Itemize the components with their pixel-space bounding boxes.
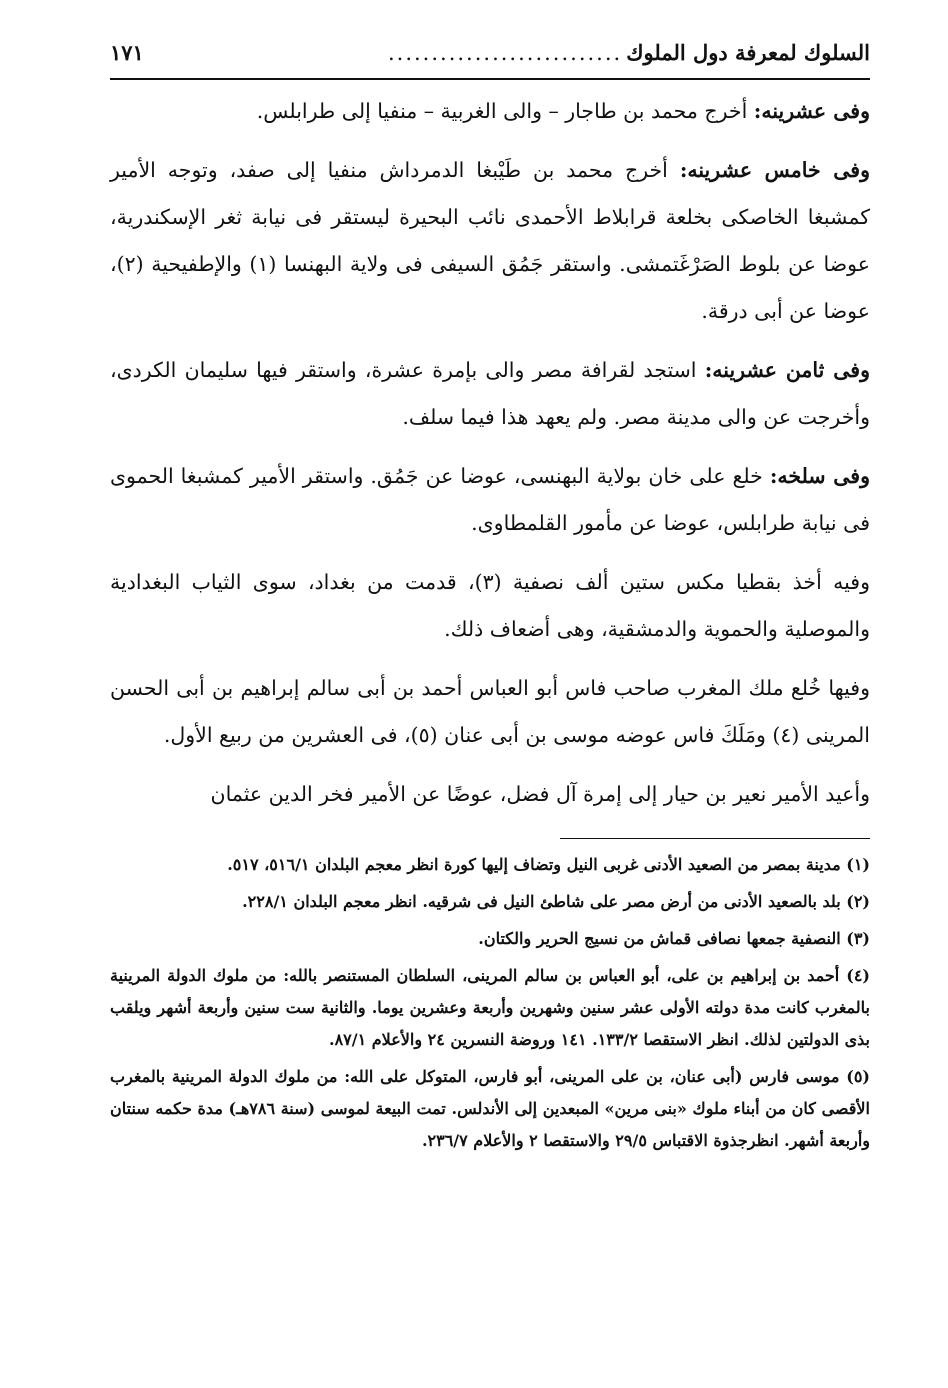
paragraph-text: أخرج محمد بن طَيْبغا الدمرداش منفيا إلى صفد، وتوجه الأمير كمشبغا الخاصكى بخلعة قرابلاط الأحمدى نائب البحيرة ليستقر فى نيابة ثغر الإسكندرية، عوضا عن بلوط الصَرْغَتمشى. واستقر جَمُق السيفى فى ولاية البهنسا (١) والإطفيحية (٢)، عوضا عن أبى درقة. — [110, 158, 870, 323]
paragraph — [110, 88, 870, 135]
footnote: (٥) موسى فارس (أبى عنان، بن على المرينى، أبو فارس، المتوكل على الله: من ملوك الدولة المرينية بالمغرب الأقصى كان من أبناء ملوك «بنى مرين» المبعدين إلى الأندلس. تمت البيعة لموسى (سنة ٧٨٦هـ) مدة حكمه سنتان وأربعة أشهر. انظرجذوة الاقتباس ٢٩/٥ والاستقصا ٢ والأعلام ٢٣٦/٧. — [110, 1067, 871, 1150]
paragraph-text: خلع على خان بولاية البهنسى، عوضا عن جَمُق. واستقر الأمير كمشبغا الحموى فى نيابة طرابلس، عوضا عن مأمور القلمطاوى. — [110, 464, 870, 535]
paragraph-text: أخرج محمد بن طاجار – والى الغربية – منفيا إلى طرابلس. — [256, 99, 754, 123]
paragraph — [110, 771, 870, 818]
paragraph-lead: وفى ثامن عشرينه: — [704, 358, 870, 382]
main-text — [110, 88, 870, 818]
footnotes — [110, 849, 870, 1157]
paragraph — [110, 665, 870, 759]
header-dots: ........................... — [387, 41, 623, 65]
paragraph — [110, 347, 870, 441]
paragraph — [110, 559, 870, 653]
paragraph — [110, 147, 870, 335]
paragraph-text: وأعيد الأمير نعير بن حيار إلى إمرة آل فضل، عوضًا عن الأمير فخر الدين عثمان — [210, 782, 870, 806]
paragraph-lead: وفى خامس عشرينه: — [679, 158, 870, 182]
paragraph — [110, 453, 870, 547]
footnote: (١) مدينة بمصر من الصعيد الأدنى غربى النيل وتضاف إليها كورة انظر معجم البلدان ٥١٦/١، ٥١٧. — [227, 855, 870, 874]
footnote-separator — [560, 838, 870, 839]
book-page — [110, 40, 870, 1360]
footnote: (٤) أحمد بن إبراهيم بن على، أبو العباس بن سالم المرينى، السلطان المستنصر بالله: من ملوك الدولة المرينية بالمغرب كانت مدة دولته الأولى عشر سنين وشهرين وأربعة وعشرين يوما. والثانية ست سنين وأربعة أشهر ويلقب بذى الدولتين لذلك. انظر الاستقصا ١٣٣/٢. ١٤١ وروضة النسرين ٢٤ والأعلام ٨٧/١. — [110, 966, 870, 1049]
page-number: ١٧١ — [110, 40, 144, 65]
paragraph-lead: وفى عشرينه: — [753, 99, 870, 123]
book-title: السلوك لمعرفة دول الملوك — [626, 40, 870, 65]
paragraph-text: وفيه أخذ بقطيا مكس ستين ألف نصفية (٣)، قدمت من بغداد، سوى الثياب البغدادية والموصلية والحموية والدمشقية، وهى أضعاف ذلك. — [110, 570, 870, 641]
paragraph-text: استجد لقرافة مصر والى بإمرة عشرة، واستقر فيها سليمان الكردى، وأخرجت عن والى مدينة مصر. ولم يعهد هذا فيما سلف. — [110, 358, 870, 429]
paragraph-lead: وفى سلخه: — [769, 464, 870, 488]
footnote: (٢) بلد بالصعيد الأدنى من أرض مصر على شاطئ النيل فى شرقيه. انظر معجم البلدان ٢٢٨/١. — [242, 892, 870, 911]
paragraph-text: وفيها خُلع ملك المغرب صاحب فاس أبو العباس أحمد بن أبى سالم إبراهيم بن أبى الحسن المرينى (٤) ومَلَكَ فاس عوضه موسى بن أبى عنان (٥)، فى العشرين من ربيع الأول. — [110, 676, 870, 747]
running-header — [110, 40, 870, 80]
footnote: (٣) النصفية جمعها نصافى قماش من نسيج الحرير والكتان. — [478, 929, 870, 948]
